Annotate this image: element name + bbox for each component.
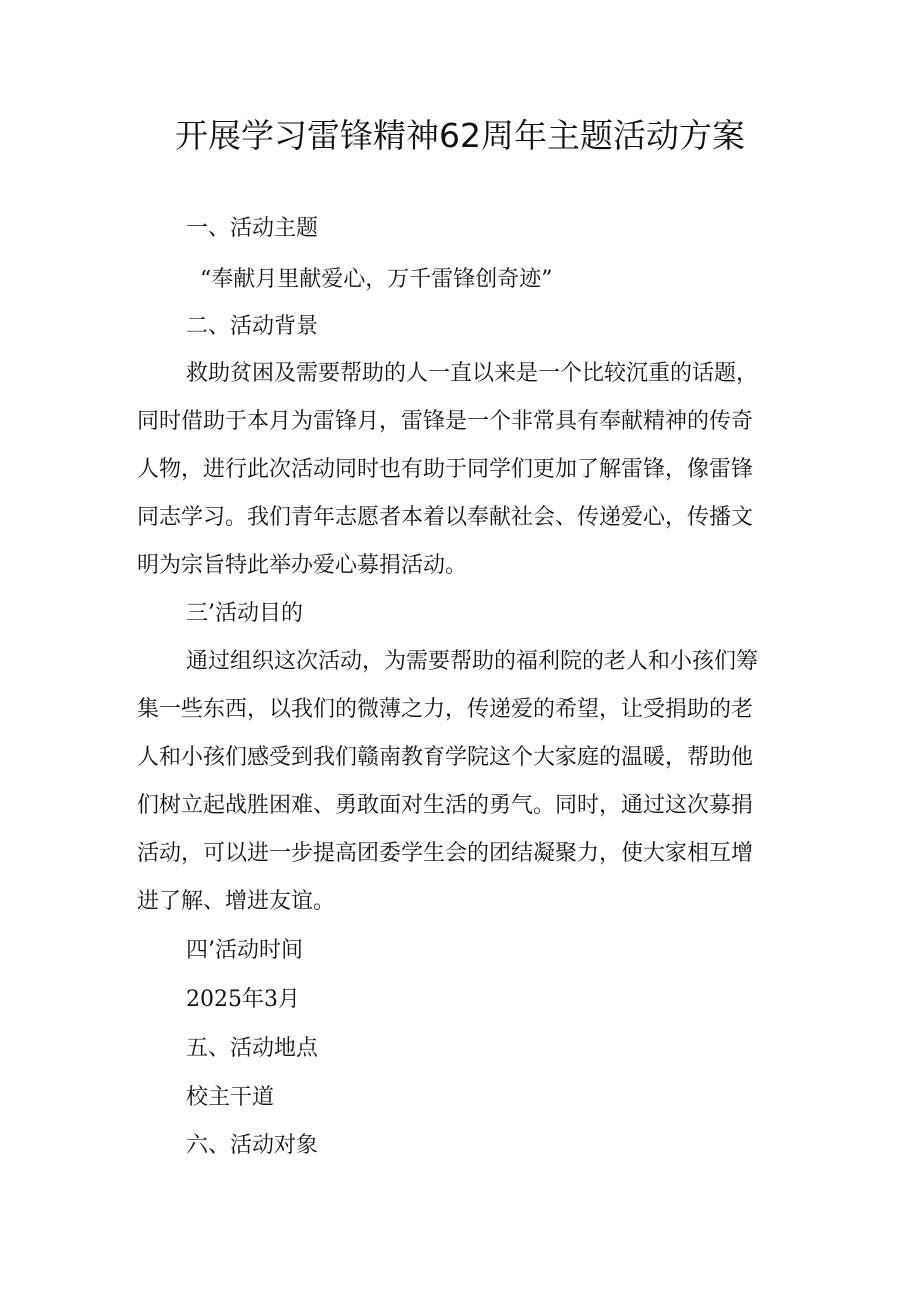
purpose-paragraph-line: 进了解、增进友谊。: [137, 889, 336, 914]
background-paragraph-line: 人物，进行此次活动同时也有助于同学们更加了解雷锋，像雷锋: [137, 457, 754, 482]
section-heading-audience: 六、活动对象: [186, 1133, 319, 1158]
purpose-paragraph-line: 们树立起战胜困难、勇敢面对生活的勇气。同时，通过这次募捐: [137, 793, 754, 818]
background-paragraph-line: 同志学习。我们青年志愿者本着以奉献社会、传递爱心，传播文: [137, 505, 754, 530]
theme-slogan: “奉献月里献爱心，万千雷锋创奇迹”: [200, 267, 553, 292]
activity-time-value: 2025年3月: [186, 987, 300, 1012]
section-heading-theme: 一、活动主题: [186, 216, 319, 241]
purpose-paragraph-line: 活动，可以进一步提高团委学生会的团结凝聚力，使大家相互增: [137, 841, 754, 866]
section-heading-location: 五、活动地点: [186, 1036, 319, 1061]
purpose-paragraph-line: 通过组织这次活动，为需要帮助的福利院的老人和小孩们筹: [186, 649, 759, 674]
purpose-paragraph-line: 人和小孩们感受到我们赣南教育学院这个大家庭的温暖，帮助他: [137, 745, 754, 770]
purpose-paragraph-line: 集一些东西，以我们的微薄之力，传递爱的希望，让受捐助的老: [137, 697, 754, 722]
section-heading-purpose: 三’活动目的: [186, 601, 303, 626]
background-paragraph-line: 明为宗旨特此举办爱心募捐活动。: [137, 553, 468, 578]
background-paragraph-line: 同时借助于本月为雷锋月，雷锋是一个非常具有奉献精神的传奇: [137, 409, 754, 434]
activity-location-value: 校主干道: [186, 1085, 275, 1110]
section-heading-background: 二、活动背景: [186, 314, 319, 339]
background-paragraph-line: 救助贫困及需要帮助的人一直以来是一个比较沉重的话题，: [186, 361, 759, 386]
section-heading-time: 四’活动时间: [186, 938, 303, 963]
document-title: 开展学习雷锋精神62周年主题活动方案: [175, 116, 745, 155]
